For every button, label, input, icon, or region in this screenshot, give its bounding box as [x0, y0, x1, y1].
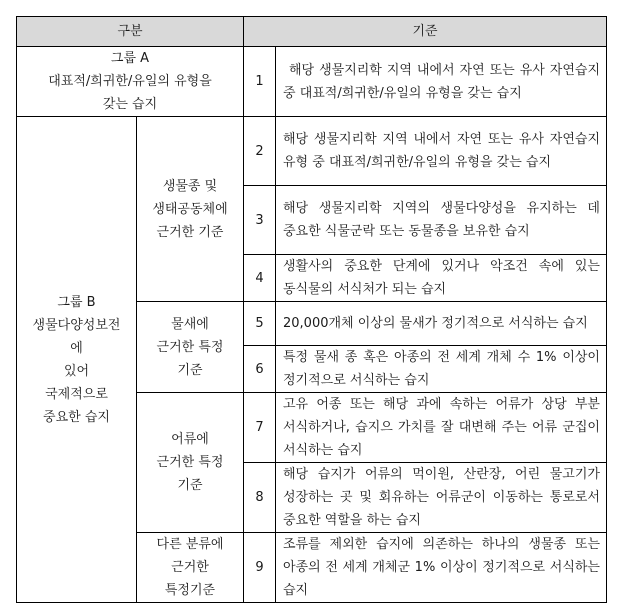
- subgroup-label: 기준: [177, 362, 203, 378]
- header-row: [17, 17, 607, 47]
- criterion-text: 해당 생물지리학 지역 내에서 자연 또는 유사 자연습지 유형 중 대표적/희귀한/유일의 유형을 갖는 습지: [276, 117, 607, 186]
- group-b-desc: 국제적으로: [45, 386, 108, 402]
- subgroup-label: 생물종 및: [162, 178, 218, 194]
- criterion-number: 7: [244, 393, 276, 463]
- subgroup-species-cell: [137, 117, 244, 302]
- criterion-number: 2: [244, 117, 276, 186]
- criterion-text: 해당 습지가 어류의 먹이원, 산란장, 어린 물고기가 성장하는 곳 및 회유하는 어류군이 이동하는 통로로서 중요한 역할을 하는 습지: [276, 463, 607, 533]
- group-b-desc: 중요한 습지: [43, 409, 110, 425]
- subgroup-label: 특정기준: [164, 583, 216, 598]
- table-row: [17, 117, 607, 186]
- group-a-desc: 갖는 습지: [102, 97, 158, 112]
- criterion-number: 1: [244, 47, 276, 117]
- criterion-text: 특정 물새 종 혹은 아종의 전 세계 개체 수 1% 이상이 정기적으로 서식하는 습지: [276, 346, 607, 393]
- criterion-text: 고유 어종 또는 해당 과에 속하는 어류가 상당 부분 서식하거나, 습지으 가치를 잘 대변해 주는 어류 군집이 서식하는 습지: [276, 393, 607, 463]
- group-b-cell: [17, 117, 137, 603]
- group-a-title: 그룹 A: [110, 51, 150, 66]
- group-a-desc: 대표적/희귀한/유일의 유형을: [48, 74, 212, 89]
- criterion-number: 6: [244, 346, 276, 393]
- criterion-text: 생활사의 중요한 단계에 있거나 악조건 속에 있는 동식물의 서식처가 되는 습지: [276, 255, 607, 302]
- subgroup-fish-cell: [137, 393, 244, 533]
- subgroup-label: 생태공동체에: [152, 201, 228, 217]
- subgroup-waterbird-cell: [137, 302, 244, 393]
- criterion-number: 4: [244, 255, 276, 302]
- subgroup-label: 물새에: [171, 316, 209, 332]
- group-b-title: 그룹 B: [57, 294, 96, 310]
- subgroup-label: 다른 분류에: [156, 537, 224, 552]
- ramsar-criteria-table: [16, 16, 607, 603]
- subgroup-label: 근거한 특정: [156, 455, 224, 470]
- subgroup-label: 기준: [177, 478, 203, 493]
- criterion-number: 9: [244, 533, 276, 603]
- criterion-text: 해당 생물지리학 지역의 생물다양성을 유지하는 데 중요한 식물군락 또는 동물종을 보유한 습지: [276, 186, 607, 255]
- subgroup-label: 어류에: [171, 432, 209, 447]
- table-row: [17, 47, 607, 117]
- criterion-number: 5: [244, 302, 276, 346]
- criterion-text: 20,000개체 이상의 물새가 정기적으로 서식하는 습지: [276, 302, 607, 346]
- header-category: 구분: [17, 17, 244, 47]
- subgroup-label: 근거한 특정: [156, 339, 224, 355]
- group-a-cell: [17, 47, 244, 117]
- criterion-text: 해당 생물지리학 지역 내에서 자연 또는 유사 자연습지 중 대표적/희귀한/유일의 유형을 갖는 습지: [276, 47, 607, 117]
- criterion-text: 조류를 제외한 습지에 의존하는 하나의 생물종 또는 아종의 전 세계 개체군 1% 이상이 정기적으로 서식하는 습지: [276, 533, 607, 603]
- header-criteria: 기준: [244, 17, 607, 47]
- subgroup-label: 근거한 기준: [156, 224, 224, 240]
- criterion-number: 3: [244, 186, 276, 255]
- subgroup-other-taxa-cell: [137, 533, 244, 603]
- group-b-desc: 있어: [63, 363, 90, 379]
- criterion-number: 8: [244, 463, 276, 533]
- subgroup-label: 근거한: [171, 560, 209, 575]
- group-b-desc: 에: [70, 340, 83, 356]
- group-b-desc: 생물다양성보전: [32, 317, 121, 333]
